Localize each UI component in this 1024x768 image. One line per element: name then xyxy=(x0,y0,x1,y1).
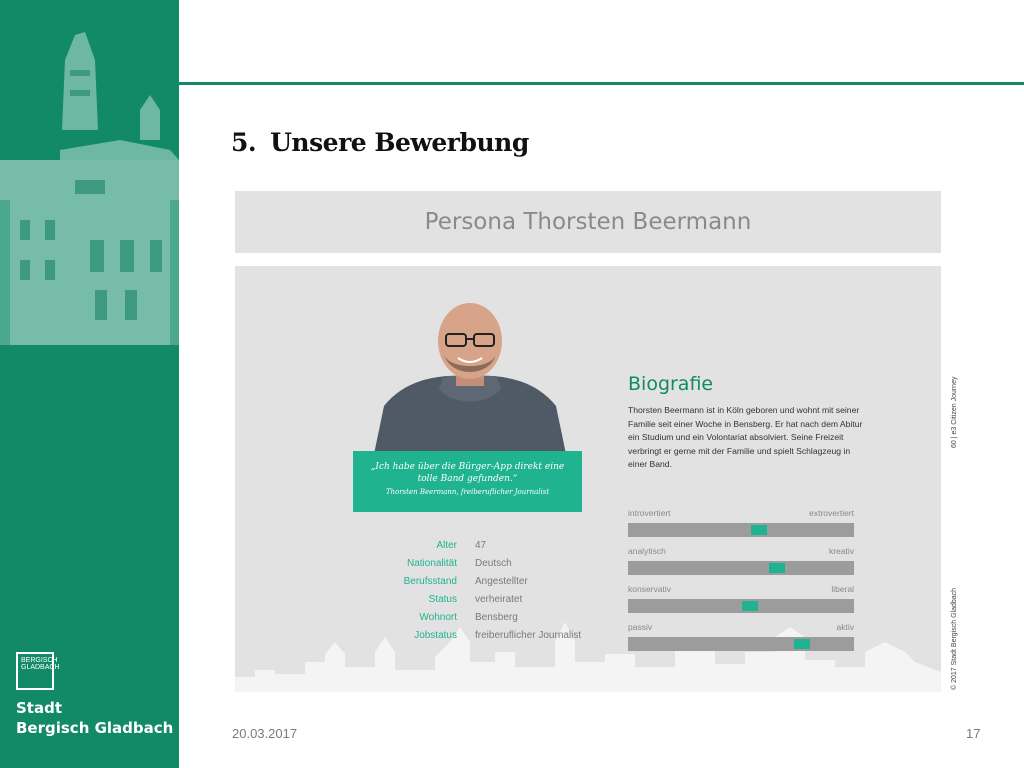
fact-label: Berufsstand xyxy=(403,575,457,587)
scale-left-label: konservativ xyxy=(628,584,671,594)
side-note-top: 60 | e3 Citizen Journey xyxy=(951,376,958,448)
scale-track xyxy=(628,561,854,575)
fact-label: Nationalität xyxy=(406,557,457,569)
side-note-bottom: © 2017 Stadt Bergisch Gladbach xyxy=(951,587,958,690)
scale-track xyxy=(628,599,854,613)
scale-marker xyxy=(769,563,785,573)
scale-right-label: extrovertiert xyxy=(809,508,854,518)
trait-scale xyxy=(628,584,854,613)
fact-value: Deutsch xyxy=(475,557,512,569)
fact-row xyxy=(385,536,581,554)
fact-value: freiberuflicher Journalist xyxy=(475,629,582,641)
scale-right-label: kreativ xyxy=(828,546,854,556)
persona-facts xyxy=(385,536,581,644)
scale-marker xyxy=(742,601,758,611)
section-number: 5. xyxy=(231,128,257,157)
scale-track xyxy=(628,523,854,537)
town-hall-image xyxy=(0,0,179,345)
bio-title: Biografie xyxy=(628,373,714,395)
quote-box xyxy=(353,451,582,512)
page-number: 17 xyxy=(966,726,981,741)
persona-header xyxy=(235,191,941,253)
trait-scale xyxy=(628,508,854,537)
scale-track xyxy=(628,637,854,651)
fact-value: 47 xyxy=(475,539,487,551)
city-line-1: Stadt xyxy=(16,699,63,717)
scale-marker xyxy=(751,525,767,535)
scale-left-label: passiv xyxy=(628,622,653,632)
header-rule xyxy=(179,82,1024,85)
trait-scale xyxy=(628,622,854,651)
fact-label: Jobstatus xyxy=(414,629,457,641)
city-line-2: Bergisch Gladbach xyxy=(16,719,174,737)
fact-row xyxy=(385,608,581,626)
city-logo xyxy=(16,652,60,690)
slide-title xyxy=(231,128,529,157)
fact-label: Alter xyxy=(436,539,457,551)
scale-right-label: aktiv xyxy=(836,622,854,632)
quote-attribution: Thorsten Beermann, freiberuflicher Journalist xyxy=(385,488,550,496)
scale-left-label: analytisch xyxy=(628,546,666,556)
fact-value: verheiratet xyxy=(475,593,523,605)
fact-row xyxy=(385,590,581,608)
scale-right-label: liberal xyxy=(831,584,854,594)
fact-value: Bensberg xyxy=(475,611,518,623)
fact-row xyxy=(385,626,581,644)
scale-left-label: introvertiert xyxy=(628,508,671,518)
fact-value: Angestellter xyxy=(475,575,528,587)
fact-row xyxy=(385,554,581,572)
fact-label: Wohnort xyxy=(419,611,457,623)
quote-text: „Ich habe über die Bürger-App direkt eine tolle Band gefunden.“ xyxy=(370,462,565,484)
city-name xyxy=(16,698,173,738)
persona-card xyxy=(235,266,941,692)
trait-scale xyxy=(628,546,854,575)
sidebar xyxy=(0,0,179,768)
persona-photo xyxy=(374,296,566,454)
bio-text: Thorsten Beermann ist in Köln geboren und wohnt mit seiner Familie seit einer Woche in Bensberg. Er hat nach dem Abitur ein Studium und ein Volontariat absolviert. Seine Freizeit verbringt er gerne mit der Familie und spielt Schlagzeug in einer Band. xyxy=(628,405,863,469)
title-text: Unsere Bewerbung xyxy=(270,128,529,157)
persona-title: Persona Thorsten Beermann xyxy=(424,209,752,235)
fact-label: Status xyxy=(428,593,457,605)
scale-marker xyxy=(794,639,810,649)
logo-glyph: BERGISCH GLADBACH xyxy=(21,657,60,671)
footer-date: 20.03.2017 xyxy=(232,726,298,741)
fact-row xyxy=(385,572,581,590)
